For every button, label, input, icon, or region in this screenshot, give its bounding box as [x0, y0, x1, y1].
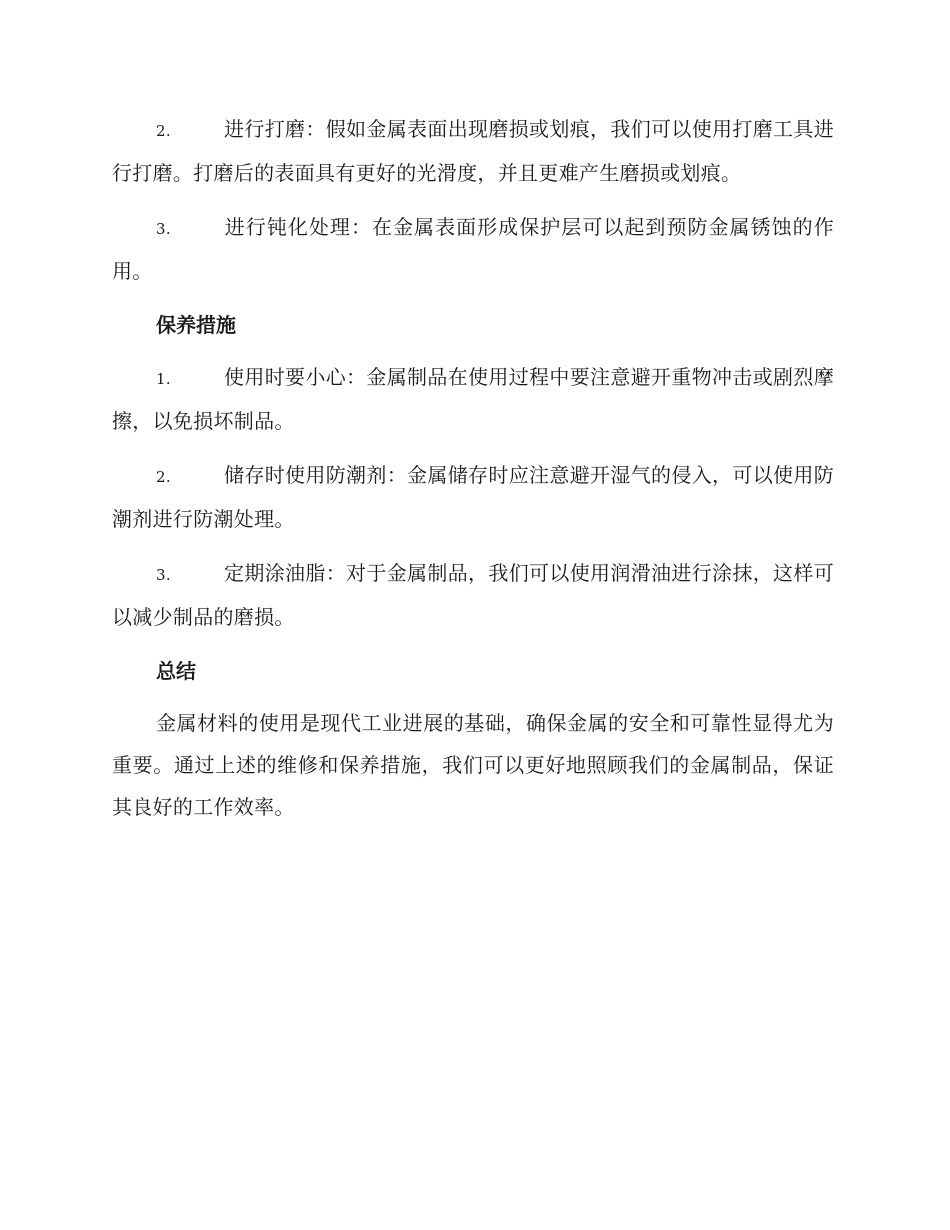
document-content — [112, 108, 834, 828]
repair-item-3 — [112, 206, 834, 292]
summary-paragraph: 金属材料的使用是现代工业进展的基础，确保金属的安全和可靠性显得尤为重要。通过上述的维修和保养措施，我们可以更好地照顾我们的金属制品，保证其良好的工作效率。 — [112, 711, 834, 819]
list-number: 3. — [156, 220, 171, 238]
maintenance-item-1 — [112, 356, 834, 442]
list-text: 使用时要小心：金属制品在使用过程中要注意避开重物冲击或剧烈摩擦，以免损坏制品。 — [112, 365, 834, 433]
maintenance-item-2 — [112, 454, 834, 540]
list-number: 2. — [156, 468, 171, 486]
list-number: 3. — [156, 566, 171, 584]
list-text: 定期涂油脂：对于金属制品，我们可以使用润滑油进行涂抹，这样可以减少制品的磨损。 — [112, 561, 834, 629]
section-heading-maintenance: 保养措施 — [156, 313, 236, 337]
section-heading-summary: 总结 — [156, 659, 196, 683]
list-text: 进行打磨：假如金属表面出现磨损或划痕，我们可以使用打磨工具进行打磨。打磨后的表面具有更好的光滑度，并且更难产生磨损或划痕。 — [112, 117, 834, 185]
list-number: 1. — [156, 370, 171, 388]
maintenance-item-3 — [112, 552, 834, 638]
list-text: 储存时使用防潮剂：金属储存时应注意避开湿气的侵入，可以使用防潮剂进行防潮处理。 — [112, 463, 834, 531]
list-text: 进行钝化处理：在金属表面形成保护层可以起到预防金属锈蚀的作用。 — [112, 215, 834, 283]
repair-item-2 — [112, 108, 834, 194]
list-number: 2. — [156, 122, 171, 140]
